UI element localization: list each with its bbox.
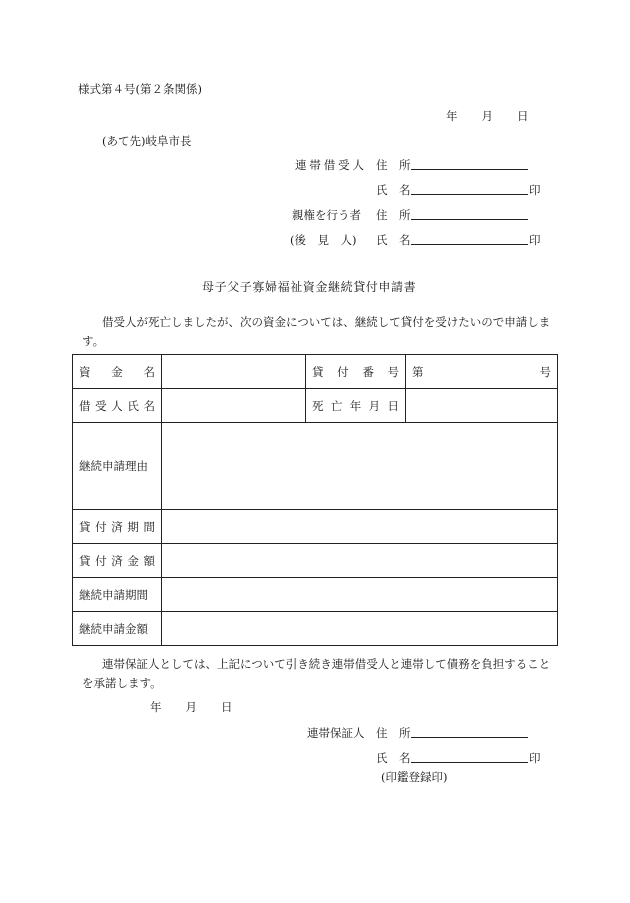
loan-number-field[interactable] <box>406 355 558 389</box>
guarantor-name-field[interactable] <box>411 750 528 763</box>
guardian-paren-role: (後 見 人) <box>290 233 357 247</box>
death-date-field[interactable] <box>406 389 558 423</box>
period-field[interactable] <box>162 510 558 544</box>
loan-number-label: 貸 付 番 号 <box>306 355 406 389</box>
guardian-seal: 印 <box>529 233 541 247</box>
req-period-label: 継続申請期間 <box>73 578 162 612</box>
date-top <box>446 108 529 124</box>
joint-borrower-address-field[interactable] <box>411 157 528 170</box>
borrower-name-label: 借 受 人 氏 名 <box>73 389 162 423</box>
reason-field[interactable] <box>162 423 558 510</box>
guardian-name-label: 氏 名 <box>376 233 411 247</box>
table-row <box>73 423 558 510</box>
number-suffix: 号 <box>539 364 551 379</box>
joint-borrower-role: 連帯借受人 <box>295 158 367 172</box>
guardian-address-label: 住 所 <box>376 208 411 222</box>
joint-borrower-seal: 印 <box>529 183 541 197</box>
guarantor-text: 連帯保証人としては、上記について引き続き連帯借受人と連帯して債務を負担することを承諾します。 <box>82 657 551 690</box>
guardian-role: 親権を行う者 <box>292 208 361 222</box>
req-amount-field[interactable] <box>162 612 558 646</box>
date-year: 年 <box>150 700 162 714</box>
table-row <box>73 510 558 544</box>
date-day: 日 <box>517 109 529 123</box>
table-row <box>73 612 558 646</box>
guarantor-address-label: 住 所 <box>376 726 411 740</box>
guarantor-address-field[interactable] <box>411 725 528 738</box>
number-prefix: 第 <box>412 364 424 379</box>
req-amount-label: 継続申請金額 <box>73 612 162 646</box>
joint-borrower-name-field[interactable] <box>411 182 528 195</box>
borrower-name-field[interactable] <box>162 389 306 423</box>
date-day: 日 <box>221 700 233 714</box>
application-table <box>72 354 558 646</box>
death-date-label: 死 亡 年 月 日 <box>306 389 406 423</box>
req-period-field[interactable] <box>162 578 558 612</box>
guardian-name-field[interactable] <box>411 232 528 245</box>
date-month: 月 <box>185 700 197 714</box>
amount-field[interactable] <box>162 544 558 578</box>
date-year: 年 <box>446 109 458 123</box>
date-month: 月 <box>481 109 493 123</box>
table-row <box>73 578 558 612</box>
table-row <box>73 355 558 389</box>
intro-text: 借受人が死亡しましたが、次の資金については、継続して貸付を受けたいので申請します。 <box>82 315 551 348</box>
table-row <box>73 544 558 578</box>
joint-borrower-name-label: 氏 名 <box>376 183 411 197</box>
guarantor-seal: 印 <box>529 751 541 765</box>
guarantor-name-label: 氏 名 <box>376 751 411 765</box>
addressee: (あて先)岐阜市長 <box>102 134 192 148</box>
fund-name-label <box>73 355 162 389</box>
amount-label: 貸 付 済 金 額 <box>73 544 162 578</box>
guardian-address-field[interactable] <box>411 207 528 220</box>
period-label: 貸 付 済 期 間 <box>73 510 162 544</box>
reason-label: 継続申請理由 <box>73 423 162 510</box>
guarantor-seal-note: (印鑑登録印) <box>381 770 448 784</box>
table-row <box>73 389 558 423</box>
fund-name-label-text: 資 金 名 <box>79 364 155 379</box>
date-bottom <box>150 699 233 715</box>
fund-name-field[interactable] <box>162 355 306 389</box>
form-number: 様式第４号(第２条関係) <box>78 82 202 96</box>
guarantor-role: 連帯保証人 <box>307 726 365 740</box>
joint-borrower-address-label: 住 所 <box>376 158 411 172</box>
document-title: 母子父子寡婦福祉資金継続貸付申請書 <box>202 280 417 294</box>
